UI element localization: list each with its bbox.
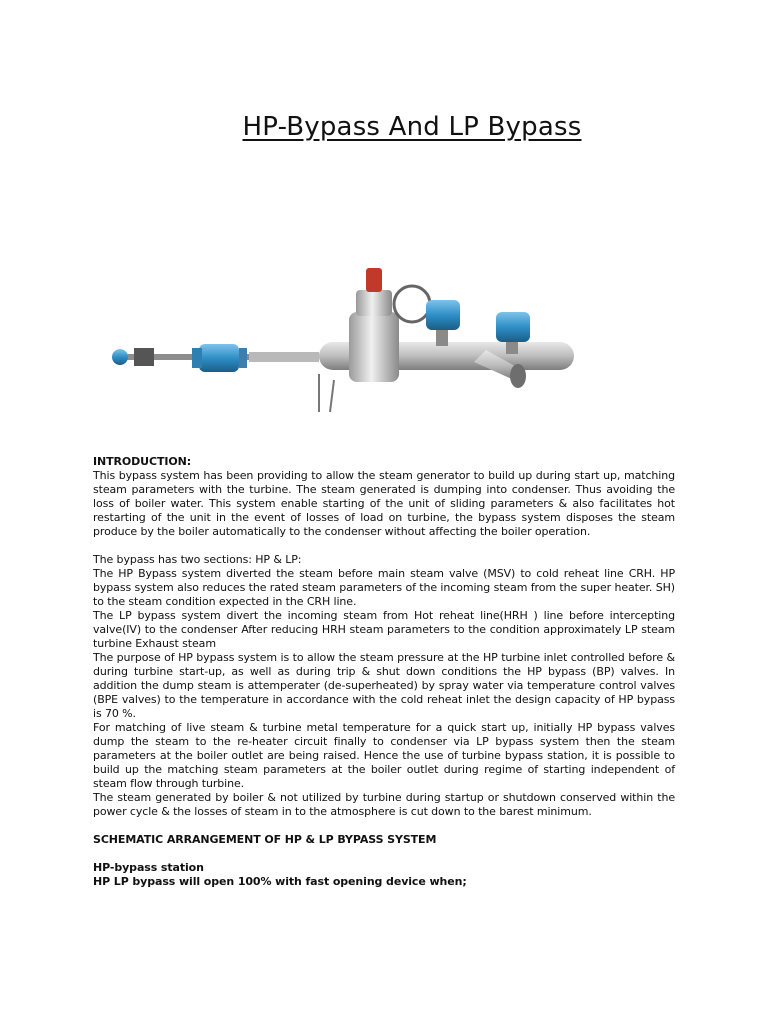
paragraph-matching: For matching of live steam & turbine metal temperature for a quick start up, initially HP bypass valves dump the steam to the re-heater circuit finally to condenser via LP bypass system then the steam parameters at the boiler outlet are being raised. Hence the use of turbine bypass station, it is possible to build up the matching steam parameters at the boiler outlet during regime of starting independent of steam flow through turbine. [93,721,675,790]
page-title: HP-Bypass And LP Bypass [242,112,582,142]
document-body [93,455,675,889]
sections-intro: The bypass has two sections: HP & LP: [93,553,302,566]
intro-heading: INTRODUCTION: [93,455,192,468]
paragraph-purpose: The purpose of HP bypass system is to allow the steam pressure at the HP turbine inlet controlled before & during turbine start-up, as well as during trip & shut down conditions the HP bypass (BP) valves. In addition the dump steam is attemperater (de-superheated) by spray water via temperature control valves (BPE valves) to the temperature in accordance with the cold reheat inlet the design capacity of HP bypass is 70 %. [93,651,675,720]
station-text: HP LP bypass will open 100% with fast opening device when; [93,875,467,888]
intro-paragraph: This bypass system has been providing to allow the steam generator to build up during start up, matching steam parameters with the turbine. The steam generated is dumping into condenser. Thus avoiding the loss of boiler water. This system enable starting of the unit of sliding parameters & also facilitates hot restarting of the unit in the event of losses of load on turbine, the bypass system disposes the steam produce by the boiler automatically to the condenser without affecting the boiler operation. [93,469,675,538]
schematic-heading: SCHEMATIC ARRANGEMENT OF HP & LP BYPASS SYSTEM [93,833,437,846]
bypass-valve-assembly-icon [94,262,584,422]
paragraph-lp-bypass: The LP bypass system divert the incoming steam from Hot reheat line(HRH ) line before intercepting valve(IV) to the condenser After reducing HRH steam parameters to the condition approximately LP steam turbine Exhaust steam [93,609,675,650]
station-heading: HP-bypass station [93,861,204,874]
paragraph-hp-bypass: The HP Bypass system diverted the steam before main steam valve (MSV) to cold reheat line CRH. HP bypass system also reduces the rated steam parameters of the incoming steam from the super heater. SH) to the steam condition expected in the CRH line. [93,567,675,608]
paragraph-conservation: The steam generated by boiler & not utilized by turbine during startup or shutdown conserved within the power cycle & the losses of steam in to the atmosphere is cut down to the barest minimum. [93,791,675,818]
